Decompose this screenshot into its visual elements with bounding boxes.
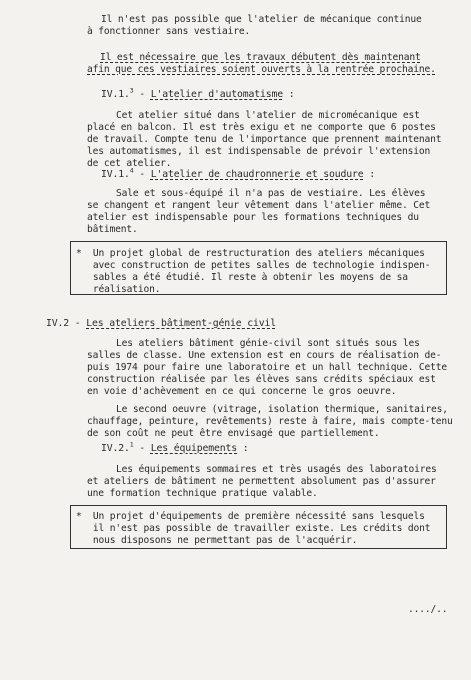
emphasis-line: afin que ces vestiaires soient ouverts à la rentrée prochaine. — [87, 64, 436, 75]
note-line: réalisation. — [76, 284, 161, 295]
paragraph-line: en voie d'achèvement en ce qui concerne le gros oeuvre. — [87, 386, 397, 397]
paragraph-line: Sale et sous-équipé il n'a pas de vestiaire. Les élèves — [116, 188, 426, 199]
paragraph-line: puis 1974 pour faire une laboratoire et un hall technique. Cette — [87, 362, 448, 373]
paragraph-line: chauffage, peinture, revêtements) reste à faire, mais compte-tenu — [87, 416, 453, 427]
paragraph-line: Les ateliers bâtiment génie-civil sont situés sous les — [116, 338, 420, 349]
paragraph-line: à fonctionner sans vestiaire. — [87, 26, 251, 37]
section-heading: IV.1.$^3$ - L'atelier d'automatisme : — [101, 86, 295, 100]
paragraph-line: de cet atelier. — [87, 158, 172, 169]
note-line: il n'est pas possible de travailler existe. Les crédits dont — [76, 523, 431, 534]
note-line: avec construction de petites salles de technologie indispen- — [76, 260, 431, 271]
paragraph-line: bâtiment. — [87, 224, 138, 235]
paragraph-line: et ateliers de bâtiment ne permettent absolument pas d'assurer — [87, 476, 436, 487]
paragraph-line: Le second oeuvre (vitrage, isolation thermique, sanitaires, — [116, 404, 448, 415]
paragraph-line: placé en balcon. Il est très exigu et ne comporte que 6 postes — [87, 122, 436, 133]
paragraph-line: se changent et rangent leur vêtement dans l'atelier même. Cet — [87, 200, 431, 211]
paragraph-line: atelier est indispensable pour les formations techniques du — [87, 212, 419, 223]
note-line: * Un projet d'équipements de première nécessité sans lesquels — [76, 511, 425, 522]
paragraph-line: de son coût ne peut être envisagé que partiellement. — [87, 428, 380, 439]
paragraph-line: Cet atelier situé dans l'atelier de micromécanique est — [116, 110, 420, 121]
section-heading: IV.2.$^1$ - Les équipements : — [101, 440, 249, 454]
paragraph-line: Les équipements sommaires et très usagés des laboratoires — [116, 464, 437, 475]
section-heading: IV.2 - Les ateliers bâtiment-génie civil — [46, 318, 276, 329]
paragraph-line: une formation technique pratique valable. — [87, 488, 318, 499]
paragraph-line: salles de classe. Une extension est en cours de réalisation de- — [87, 350, 442, 361]
emphasis-line: Il est nécessaire que les travaux débutent dès maintenant — [100, 52, 421, 63]
section-heading: IV.1.$^4$ - L'atelier de chaudronnerie et soudure : — [101, 166, 375, 180]
note-line: sables a été étudié. Il reste à obtenir les moyens de sa — [76, 272, 408, 283]
continuation-mark: ..../.. — [408, 604, 448, 615]
paragraph-line: Il n'est pas possible que l'atelier de mécanique continue — [101, 14, 422, 25]
paragraph-line: les automatismes, il est indispensable de prévoir l'extension — [87, 146, 431, 157]
paragraph-line: de travail. Compte tenu de l'importance que prennent maintenant — [87, 134, 442, 145]
note-line: nous disposons ne permettant pas de l'acquérir. — [76, 535, 358, 546]
paragraph-line: construction réalisée par les élèves sans crédits spéciaux est — [87, 374, 436, 385]
note-line: * Un projet global de restructuration des ateliers mécaniques — [76, 248, 425, 259]
